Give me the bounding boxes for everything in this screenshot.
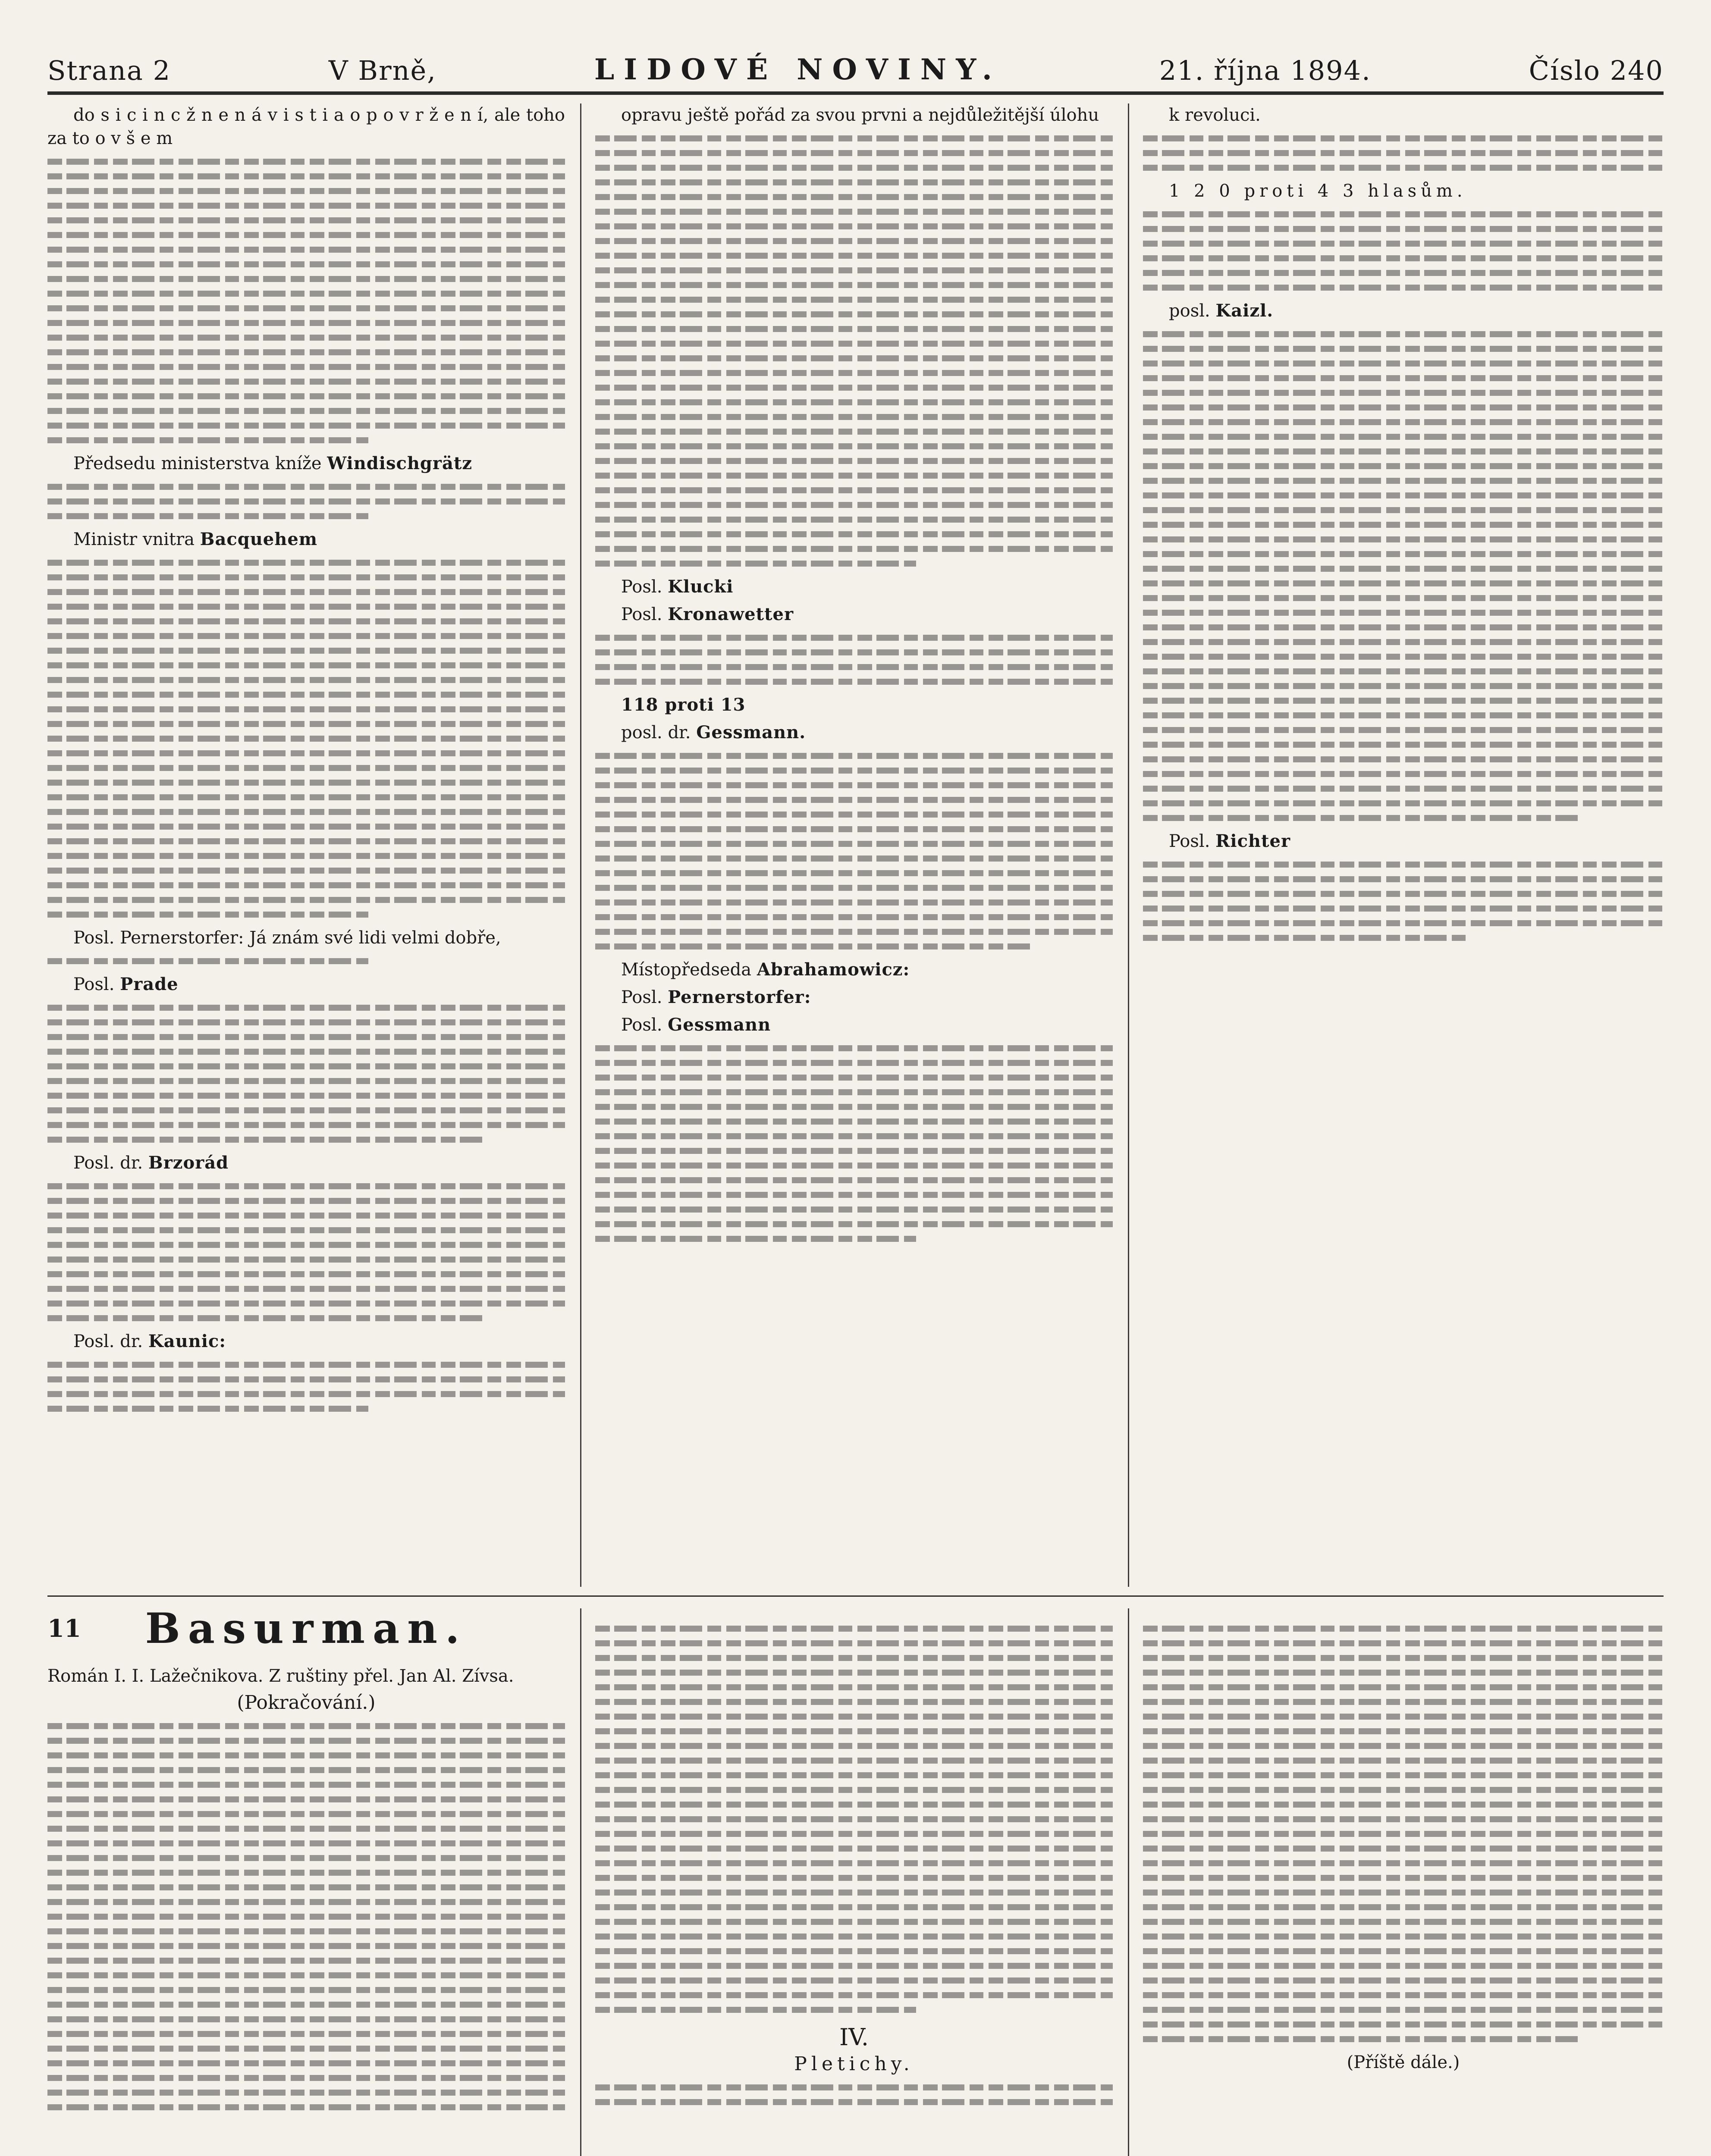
feature-column-2 [595,1617,1113,2114]
speaker-line: posl. Kaizl. [1169,301,1274,321]
column-divider [580,1608,581,2156]
feature-divider-rule [47,1595,1664,1597]
speaker-line: Posl. Pernerstorfer: Já znám své lidi velmi dobře, [73,928,501,948]
speaker-line: Posl. Pernerstorfer: [621,987,811,1007]
column-divider [1128,103,1129,1587]
issue-date: 21. října 1894. [1159,55,1371,86]
vote-result: 118 proti 13 [621,695,746,715]
vote-result: 1 2 0 proti 4 3 hlasům. [1169,181,1467,201]
masthead [47,39,1664,86]
feature-column-3 [1143,1617,1664,2074]
column-3-opening: k revoluci. [1169,105,1261,125]
speaker-line: Posl. Kronawetter [621,604,794,624]
speaker-line: Posl. dr. Kaunic: [73,1331,226,1351]
speaker-line: Posl. Klucki [621,577,734,597]
speaker-line: Předsedu ministerstva kníže Windischgrätz [73,453,473,473]
feature-section [47,1604,1664,2156]
column-1 [47,103,565,1420]
column-1-opening: do s i c i n c ž n e n á v i s t i a o p o v r ž e n í, ale toho za to o v š e m [47,105,565,148]
speaker-line: Místopředseda Abrahamowicz: [621,959,910,980]
feature-column-1 [47,1604,565,2119]
chapter-title: Pletichy. [794,2053,914,2075]
speaker-line: posl. dr. Gessmann. [621,722,806,743]
column-divider [580,103,581,1587]
feature-byline: Román I. I. Lažečnikova. Z ruštiny přel. Jan Al. Zívsa. [47,1666,514,1686]
speaker-line: Posl. Richter [1169,831,1291,851]
column-3 [1143,103,1664,950]
speaker-line: Posl. Prade [73,974,179,994]
continued-note: (Pokračování.) [237,1692,376,1714]
newspaper-title: LIDOVÉ NOVINY. [594,53,1001,86]
speaker-line: Posl. Gessmann [621,1015,771,1035]
speaker-line: Ministr vnitra Bacquehem [73,529,318,549]
page-label: Strana 2 [47,55,171,86]
column-2-opening: opravu ještě pořád za svou prvni a nejdůležitější úlohu [621,105,1099,125]
to-be-continued: (Příště dále.) [1347,2053,1460,2072]
city-label: V Brně, [328,55,436,86]
masthead-rule [47,91,1664,95]
newspaper-page [47,39,1664,2156]
column-divider [1128,1608,1129,2156]
speaker-line: Posl. dr. Brzorád [73,1153,229,1173]
chapter-number: IV. [839,2024,869,2051]
column-1-text-block [47,159,565,443]
issue-number: Číslo 240 [1529,55,1664,86]
column-2 [595,103,1113,1250]
feature-number: 11 [47,1614,81,1643]
feature-title: Basurman. [145,1604,468,1653]
